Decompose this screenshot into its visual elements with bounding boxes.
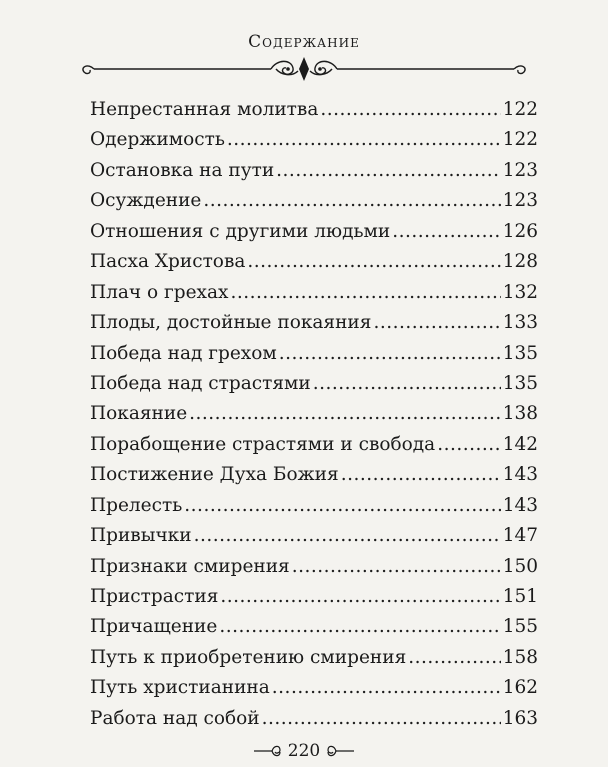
toc-entry-title: Работа над собой [90,707,260,729]
toc-leader-dots [320,95,500,125]
toc-leader-dots [408,643,500,673]
toc-entry-title: Привычки [90,525,192,547]
toc-entry-page: 162 [502,677,538,699]
toc-entry-page: 151 [502,586,538,607]
toc-leader-dots [203,186,500,216]
toc-entry-title: Плоды, достойные покаяния [90,312,372,334]
toc-entry-page: 147 [502,525,538,547]
toc-entry-title: Победа над страстями [90,372,311,394]
toc-entry-title: Осуждение [90,190,202,212]
toc-entry [90,95,538,125]
page-title: Содержание [248,32,360,52]
toc-entry [90,217,538,247]
toc-entry-page: 123 [502,190,538,212]
toc-entry-title: Признаки смирения [90,555,290,577]
toc-leader-dots [230,278,500,308]
toc-entry-page: 128 [502,251,538,273]
toc-leader-dots [341,460,501,490]
toc-entry-page: 135 [502,342,538,364]
toc-entry [90,156,538,186]
toc-entry-title: Путь христианина [90,677,270,699]
toc-entry [90,430,538,460]
toc-entry-page: 150 [502,555,538,577]
toc-entry-page: 138 [502,403,538,425]
page-number: 220 [287,741,321,761]
toc-entry-title: Путь к приобретению смирения [90,646,407,668]
toc-leader-dots [313,369,501,399]
toc-entry [90,247,538,277]
toc-leader-dots [292,552,501,582]
toc-entry [90,186,538,216]
toc-entry-title: Отношения с другими людьми [90,220,391,242]
toc-leader-dots [373,308,500,338]
toc-entry-title: Плач о грехах [90,281,229,303]
toc-leader-dots [262,704,501,734]
toc-entry-page: 122 [502,99,538,120]
toc-leader-dots [392,217,500,247]
toc-leader-dots [437,430,500,460]
toc-entry [90,125,538,155]
toc-leader-dots [219,612,500,642]
toc-entry-page: 155 [502,616,538,638]
toc-entry-page: 143 [502,464,538,486]
toc-entry [90,308,538,338]
toc-entry [90,582,538,612]
toc-entry-title: Причащение [90,616,218,638]
toc-entry-page: 133 [502,312,538,334]
toc-entry-page: 132 [502,281,538,303]
toc-entry [90,673,538,703]
toc-entry-title: Непрестанная молитва [90,99,319,120]
toc-entry-title: Постижение Духа Божия [90,464,339,486]
toc-entry [90,399,538,429]
toc-entry-title: Пасха Христова [90,251,246,273]
table-of-contents [90,95,538,734]
toc-leader-dots [276,156,501,186]
toc-entry-title: Остановка на пути [90,159,275,181]
toc-leader-dots [227,125,501,155]
toc-leader-dots [184,491,500,521]
toc-entry-page: 122 [502,129,538,151]
toc-leader-dots [189,399,501,429]
toc-entry [90,278,538,308]
toc-entry-page: 163 [502,707,538,729]
toc-entry [90,460,538,490]
toc-entry [90,704,538,734]
toc-entry-title: Прелесть [90,494,183,516]
toc-entry [90,643,538,673]
toc-leader-dots [279,339,501,369]
toc-entry-title: Пристрастия [90,586,219,607]
toc-entry [90,612,538,642]
toc-entry [90,369,538,399]
page-footer [0,741,608,761]
footer-ornament-right-icon [326,743,356,759]
toc-entry [90,491,538,521]
toc-entry [90,339,538,369]
toc-leader-dots [272,673,501,703]
toc-leader-dots [247,247,500,277]
toc-entry-page: 126 [502,220,538,242]
toc-entry-title: Победа над грехом [90,342,277,364]
toc-entry-page: 142 [502,433,538,455]
footer-ornament-left-icon [252,743,282,759]
toc-entry-title: Покаяние [90,403,188,425]
toc-entry-title: Порабощение страстями и свобода [90,433,436,455]
toc-entry [90,552,538,582]
toc-entry-title: Одержимость [90,129,225,151]
toc-entry-page: 158 [502,646,538,668]
toc-leader-dots [194,521,501,551]
ornament-divider-icon [76,56,532,82]
toc-leader-dots [220,582,500,612]
toc-entry-page: 143 [502,494,538,516]
toc-entry [90,521,538,551]
toc-entry-page: 123 [502,159,538,181]
toc-entry-page: 135 [502,372,538,394]
